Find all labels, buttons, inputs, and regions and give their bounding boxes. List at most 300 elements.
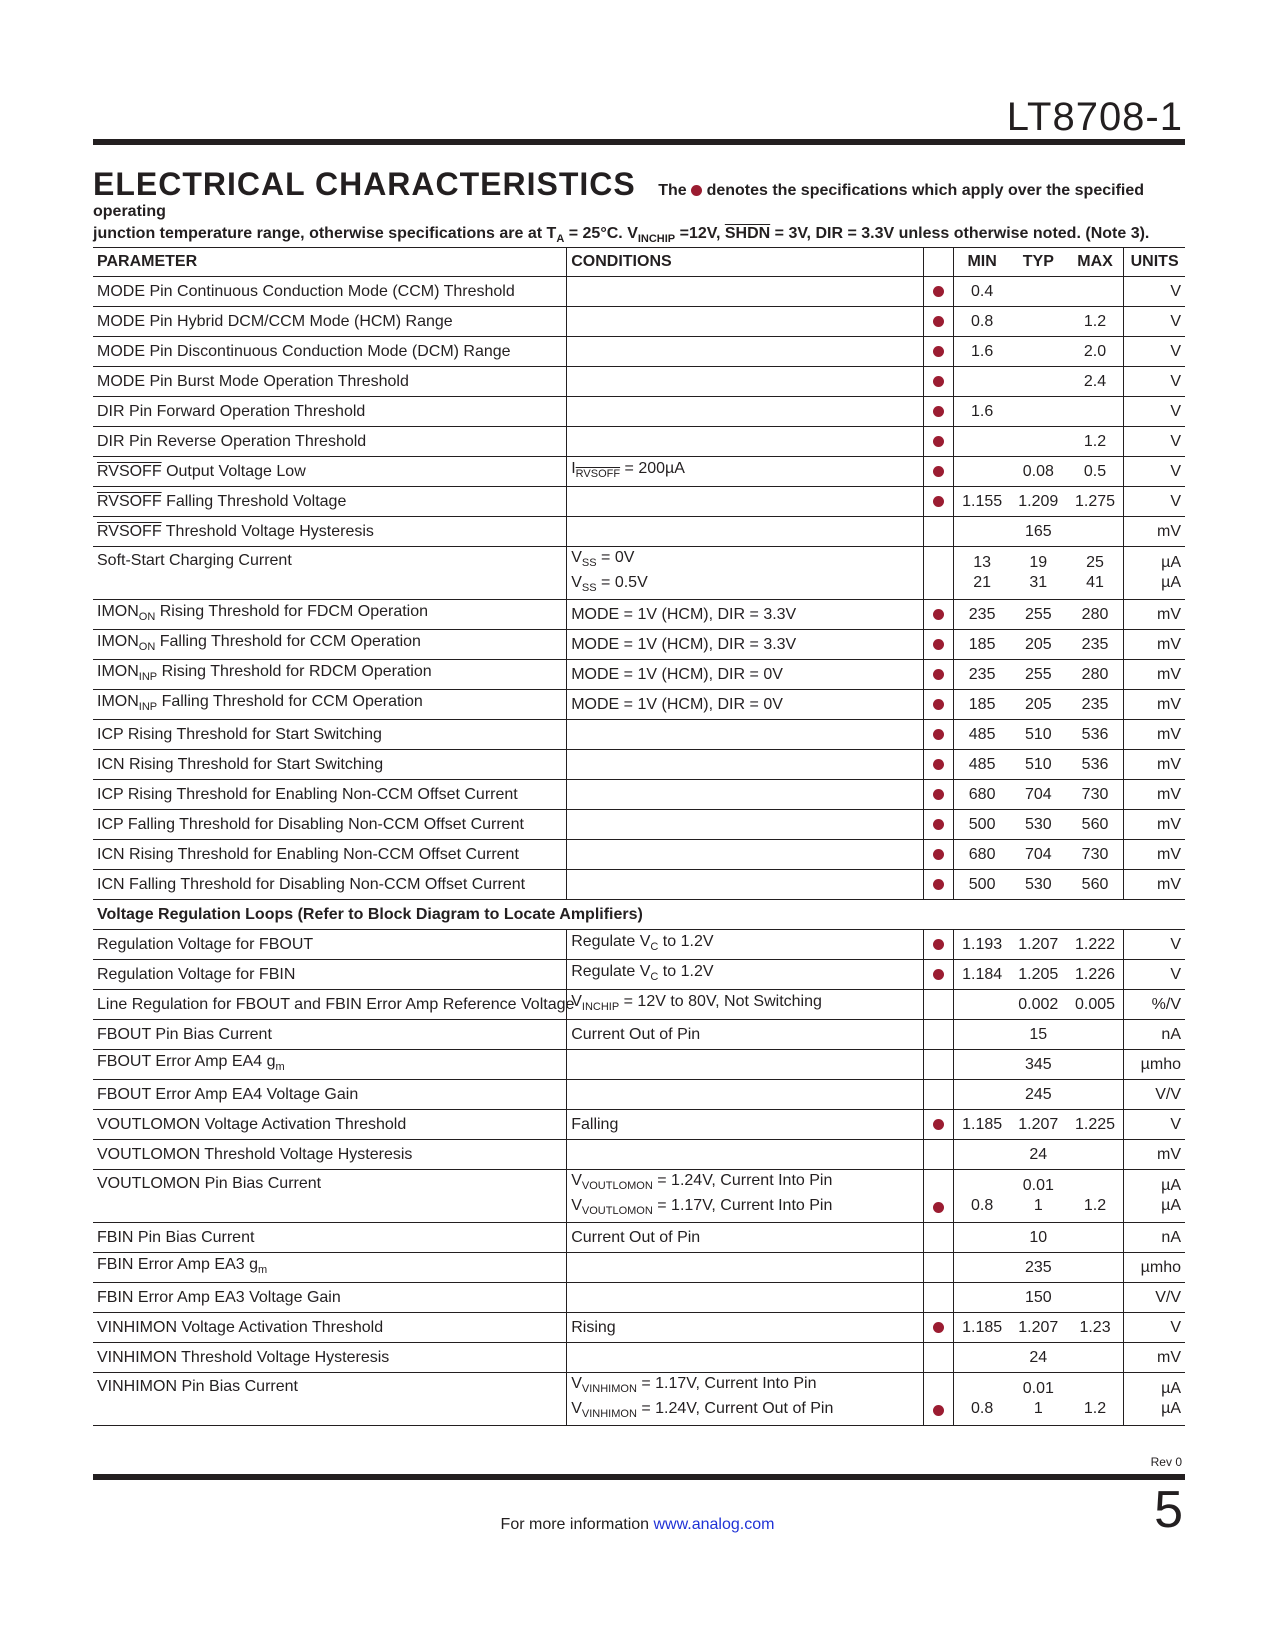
cell-bullet: [923, 1373, 954, 1426]
cell-max: [1067, 1253, 1124, 1283]
table-row: [93, 750, 1185, 780]
cell-units: V: [1124, 307, 1185, 337]
bullet-icon: [933, 639, 944, 650]
cell-min: [954, 457, 1010, 487]
cell-max: 730: [1067, 780, 1124, 810]
cell-max: 280: [1067, 660, 1124, 690]
table-row: [93, 337, 1185, 367]
cell-min: 13 21: [954, 547, 1010, 600]
cell-bullet: [923, 810, 954, 840]
cell-units: nA: [1124, 1223, 1185, 1253]
cell-units: nA: [1124, 1020, 1185, 1050]
cell-typ: 150: [1010, 1283, 1067, 1313]
cell-max: [1067, 1343, 1124, 1373]
bullet-icon: [933, 1322, 944, 1333]
cell-typ: 24: [1010, 1140, 1067, 1170]
cell-conditions: MODE = 1V (HCM), DIR = 0V: [567, 690, 924, 720]
cell-parameter: MODE Pin Continuous Conduction Mode (CCM) Threshold: [93, 277, 567, 307]
cell-typ: 704: [1010, 840, 1067, 870]
bullet-icon: [933, 286, 944, 297]
cell-bullet: [923, 1020, 954, 1050]
cell-min: 0.8: [954, 307, 1010, 337]
cell-units: V: [1124, 337, 1185, 367]
cell-typ: 0.01 1: [1010, 1170, 1067, 1223]
cell-bullet: [923, 1170, 954, 1223]
cell-parameter: FBIN Pin Bias Current: [93, 1223, 567, 1253]
table-row: [93, 990, 1185, 1020]
cell-units: mV: [1124, 720, 1185, 750]
cell-typ: [1010, 337, 1067, 367]
cell-units: V/V: [1124, 1080, 1185, 1110]
cell-parameter: MODE Pin Discontinuous Conduction Mode (DCM) Range: [93, 337, 567, 367]
cell-parameter: RVSOFF Threshold Voltage Hysteresis: [93, 517, 567, 547]
cell-conditions: [567, 780, 924, 810]
cell-max: 1.2: [1067, 1373, 1124, 1426]
table-row: [93, 277, 1185, 307]
cell-max: 1.275: [1067, 487, 1124, 517]
cell-min: [954, 1020, 1010, 1050]
cell-units: µA µA: [1124, 1170, 1185, 1223]
cell-bullet: [923, 750, 954, 780]
cell-bullet: [923, 930, 954, 960]
cell-parameter: Line Regulation for FBOUT and FBIN Error Amp Reference Voltage: [93, 990, 567, 1020]
cell-min: 235: [954, 600, 1010, 630]
cell-min: 500: [954, 810, 1010, 840]
footer-info: For more information www.analog.com: [500, 1516, 775, 1533]
cell-bullet: [923, 1343, 954, 1373]
cell-max: 536: [1067, 720, 1124, 750]
cell-max: 280: [1067, 600, 1124, 630]
cell-parameter: ICN Falling Threshold for Disabling Non-CCM Offset Current: [93, 870, 567, 900]
cell-bullet: [923, 1283, 954, 1313]
cell-max: 1.225: [1067, 1110, 1124, 1140]
table-row: [93, 600, 1185, 630]
cell-bullet: [923, 277, 954, 307]
table-row: [93, 1343, 1185, 1373]
cell-max: 25 41: [1067, 547, 1124, 600]
cell-conditions: MODE = 1V (HCM), DIR = 3.3V: [567, 600, 924, 630]
cell-conditions: [567, 750, 924, 780]
cell-units: mV: [1124, 810, 1185, 840]
cell-typ: 704: [1010, 780, 1067, 810]
cell-typ: 1.207: [1010, 1110, 1067, 1140]
cell-bullet: [923, 1080, 954, 1110]
cell-max: 560: [1067, 810, 1124, 840]
cell-max: 730: [1067, 840, 1124, 870]
table-row: [93, 517, 1185, 547]
cell-conditions: Falling: [567, 1110, 924, 1140]
bullet-icon: [691, 185, 702, 196]
table-row: [93, 1313, 1185, 1343]
cell-typ: 255: [1010, 660, 1067, 690]
cell-max: 1.2: [1067, 307, 1124, 337]
bullet-icon: [933, 849, 944, 860]
bullet-icon: [933, 609, 944, 620]
table-row: [93, 427, 1185, 457]
cell-conditions: [567, 870, 924, 900]
cell-parameter: RVSOFF Falling Threshold Voltage: [93, 487, 567, 517]
cell-parameter: RVSOFF Output Voltage Low: [93, 457, 567, 487]
cell-typ: 1.209: [1010, 487, 1067, 517]
cell-bullet: [923, 1313, 954, 1343]
cell-bullet: [923, 1110, 954, 1140]
cell-typ: 235: [1010, 1253, 1067, 1283]
table-row: [93, 397, 1185, 427]
cell-min: 1.6: [954, 397, 1010, 427]
cell-min: 680: [954, 780, 1010, 810]
cell-typ: 345: [1010, 1050, 1067, 1080]
cell-max: 2.4: [1067, 367, 1124, 397]
table-row: [93, 1140, 1185, 1170]
cell-max: 1.2: [1067, 1170, 1124, 1223]
cell-conditions: Regulate $V_C$ to 1.2V: [567, 930, 924, 960]
cell-conditions: [567, 487, 924, 517]
cell-min: 1.184: [954, 960, 1010, 990]
cell-conditions: [567, 427, 924, 457]
table-row: [93, 547, 1185, 600]
cell-parameter: DIR Pin Forward Operation Threshold: [93, 397, 567, 427]
cell-min: 185: [954, 690, 1010, 720]
cell-min: 1.185: [954, 1110, 1010, 1140]
cell-units: mV: [1124, 660, 1185, 690]
cell-typ: 0.08: [1010, 457, 1067, 487]
cell-min: 1.155: [954, 487, 1010, 517]
cell-conditions: Current Out of Pin: [567, 1020, 924, 1050]
cell-bullet: [923, 960, 954, 990]
cell-units: mV: [1124, 750, 1185, 780]
cell-conditions: [567, 1283, 924, 1313]
cell-min: 1.193: [954, 930, 1010, 960]
cell-bullet: [923, 720, 954, 750]
cell-typ: 245: [1010, 1080, 1067, 1110]
cell-conditions: Regulate $V_C$ to 1.2V: [567, 960, 924, 990]
cell-max: 235: [1067, 630, 1124, 660]
cell-max: [1067, 517, 1124, 547]
cell-conditions: [567, 337, 924, 367]
cell-units: V: [1124, 930, 1185, 960]
cell-typ: 19 31: [1010, 547, 1067, 600]
cell-min: [954, 1223, 1010, 1253]
cell-units: mV: [1124, 690, 1185, 720]
section-header: [93, 166, 1185, 245]
cell-conditions: [567, 1050, 924, 1080]
cell-parameter: Soft-Start Charging Current: [93, 547, 567, 600]
cell-min: 680: [954, 840, 1010, 870]
col-bullet: [923, 248, 954, 277]
cell-units: V: [1124, 367, 1185, 397]
cell-units: mV: [1124, 1140, 1185, 1170]
bullet-icon: [933, 406, 944, 417]
table-row: [93, 457, 1185, 487]
cell-max: [1067, 1283, 1124, 1313]
cell-parameter: VOUTLOMON Voltage Activation Threshold: [93, 1110, 567, 1140]
cell-max: [1067, 1080, 1124, 1110]
cell-min: 0.8: [954, 1373, 1010, 1426]
cell-min: [954, 1283, 1010, 1313]
cell-parameter: Regulation Voltage for FBIN: [93, 960, 567, 990]
cell-parameter: ICN Rising Threshold for Start Switching: [93, 750, 567, 780]
cell-max: 1.222: [1067, 930, 1124, 960]
bullet-icon: [933, 759, 944, 770]
bullet-icon: [933, 436, 944, 447]
cell-typ: 15: [1010, 1020, 1067, 1050]
cell-typ: 510: [1010, 720, 1067, 750]
cell-parameter: ICN Rising Threshold for Enabling Non-CCM Offset Current: [93, 840, 567, 870]
cell-max: [1067, 397, 1124, 427]
bottom-rule: [93, 1474, 1185, 1480]
cell-bullet: [923, 427, 954, 457]
table-row: [93, 1020, 1185, 1050]
cell-max: 235: [1067, 690, 1124, 720]
cell-max: 0.005: [1067, 990, 1124, 1020]
cell-bullet: [923, 397, 954, 427]
table-row: [93, 1253, 1185, 1283]
bullet-icon: [933, 1202, 944, 1213]
cell-units: µA µA: [1124, 547, 1185, 600]
table-header-row: [93, 248, 1185, 277]
cell-units: %/V: [1124, 990, 1185, 1020]
table-row: [93, 1170, 1185, 1223]
cell-typ: [1010, 277, 1067, 307]
cell-conditions: [567, 277, 924, 307]
cell-max: 1.23: [1067, 1313, 1124, 1343]
col-units: UNITS: [1124, 248, 1185, 277]
cell-units: µmho: [1124, 1050, 1185, 1080]
bullet-icon: [933, 1405, 944, 1416]
cell-units: mV: [1124, 780, 1185, 810]
cell-conditions: [567, 1080, 924, 1110]
table-row: [93, 1080, 1185, 1110]
col-max: MAX: [1067, 248, 1124, 277]
table-row: [93, 720, 1185, 750]
cell-parameter: ICP Rising Threshold for Start Switching: [93, 720, 567, 750]
cell-min: [954, 1080, 1010, 1110]
revision: Rev 0: [1150, 1455, 1182, 1469]
cell-conditions: MODE = 1V (HCM), DIR = 3.3V: [567, 630, 924, 660]
cell-parameter: FBIN Error Amp EA3 Voltage Gain: [93, 1283, 567, 1313]
table-row: [93, 307, 1185, 337]
cell-bullet: [923, 517, 954, 547]
cell-units: V: [1124, 1110, 1185, 1140]
cell-max: [1067, 1140, 1124, 1170]
cell-parameter: $IMON_{INP}$ Rising Threshold for RDCM Operation: [93, 660, 567, 690]
cell-min: 485: [954, 720, 1010, 750]
cell-min: [954, 427, 1010, 457]
cell-min: 1.185: [954, 1313, 1010, 1343]
bullet-icon: [933, 969, 944, 980]
col-parameter: PARAMETER: [93, 248, 567, 277]
cell-units: mV: [1124, 630, 1185, 660]
cell-conditions: [567, 517, 924, 547]
cell-max: [1067, 277, 1124, 307]
section-description: The denotes the specifications which apply over the specified operating: [93, 182, 1145, 220]
cell-parameter: ICP Rising Threshold for Enabling Non-CCM Offset Current: [93, 780, 567, 810]
cell-conditions: [567, 810, 924, 840]
cell-max: 536: [1067, 750, 1124, 780]
cell-bullet: [923, 487, 954, 517]
cell-conditions: [567, 307, 924, 337]
cell-parameter: $IMON_{ON}$ Rising Threshold for FDCM Operation: [93, 600, 567, 630]
cell-units: mV: [1124, 840, 1185, 870]
table-row: [93, 630, 1185, 660]
cell-max: 560: [1067, 870, 1124, 900]
cell-parameter: VINHIMON Pin Bias Current: [93, 1373, 567, 1426]
cell-units: µmho: [1124, 1253, 1185, 1283]
cell-parameter: VOUTLOMON Threshold Voltage Hysteresis: [93, 1140, 567, 1170]
cell-parameter: VINHIMON Threshold Voltage Hysteresis: [93, 1343, 567, 1373]
cell-units: mV: [1124, 600, 1185, 630]
table-row: [93, 1110, 1185, 1140]
cell-conditions: $V_{INCHIP} = 12V$ to 80V, Not Switching: [567, 990, 924, 1020]
cell-units: V: [1124, 427, 1185, 457]
bullet-icon: [933, 316, 944, 327]
cell-parameter: ICP Falling Threshold for Disabling Non-CCM Offset Current: [93, 810, 567, 840]
cell-typ: 510: [1010, 750, 1067, 780]
cell-min: 0.8: [954, 1170, 1010, 1223]
cell-units: mV: [1124, 870, 1185, 900]
table-row: [93, 487, 1185, 517]
table-row: [93, 960, 1185, 990]
cell-bullet: [923, 660, 954, 690]
cell-min: 0.4: [954, 277, 1010, 307]
cell-conditions: [567, 367, 924, 397]
bullet-icon: [933, 376, 944, 387]
cell-conditions: Rising: [567, 1313, 924, 1343]
table-row: [93, 1283, 1185, 1313]
cell-conditions: $V_{SS} = 0V$ $V_{SS} = 0.5V$: [567, 547, 924, 600]
table-row: [93, 810, 1185, 840]
cell-conditions: [567, 1140, 924, 1170]
cell-typ: 1.207: [1010, 1313, 1067, 1343]
cell-parameter: Regulation Voltage for FBOUT: [93, 930, 567, 960]
cell-typ: 205: [1010, 690, 1067, 720]
cell-units: mV: [1124, 517, 1185, 547]
cell-max: 1.226: [1067, 960, 1124, 990]
cell-min: 185: [954, 630, 1010, 660]
cell-conditions: [567, 720, 924, 750]
cell-min: 500: [954, 870, 1010, 900]
cell-units: V: [1124, 277, 1185, 307]
cell-min: [954, 990, 1010, 1020]
cell-min: [954, 1253, 1010, 1283]
cell-conditions: Current Out of Pin: [567, 1223, 924, 1253]
section-row: [93, 900, 1185, 930]
cell-bullet: [923, 870, 954, 900]
cell-conditions: [567, 397, 924, 427]
table-body-general: [93, 277, 1185, 900]
cell-conditions: $V_{VINHIMON} = 1.17V$, Current Into Pin $V_{VINHIMON} = 1.24V$, Current Out of Pin: [567, 1373, 924, 1426]
cell-bullet: [923, 547, 954, 600]
cell-parameter: FBOUT Error Amp EA4 $g_m$: [93, 1050, 567, 1080]
table-row: [93, 930, 1185, 960]
cell-units: V: [1124, 457, 1185, 487]
bullet-icon: [933, 496, 944, 507]
cell-parameter: MODE Pin Hybrid DCM/CCM Mode (HCM) Range: [93, 307, 567, 337]
cell-max: 2.0: [1067, 337, 1124, 367]
bullet-icon: [933, 879, 944, 890]
cell-typ: 205: [1010, 630, 1067, 660]
cell-parameter: FBOUT Error Amp EA4 Voltage Gain: [93, 1080, 567, 1110]
cell-typ: 530: [1010, 810, 1067, 840]
cell-units: V: [1124, 1313, 1185, 1343]
section-label: Voltage Regulation Loops (Refer to Block Diagram to Locate Amplifiers): [93, 900, 1185, 930]
cell-bullet: [923, 600, 954, 630]
cell-bullet: [923, 630, 954, 660]
cell-typ: [1010, 397, 1067, 427]
cell-max: 1.2: [1067, 427, 1124, 457]
col-min: MIN: [954, 248, 1010, 277]
table-row: [93, 780, 1185, 810]
table-row: [93, 1373, 1185, 1426]
cell-bullet: [923, 1223, 954, 1253]
cell-typ: 165: [1010, 517, 1067, 547]
cell-min: [954, 1050, 1010, 1080]
table-body-voltage-regulation: [93, 930, 1185, 1426]
col-conditions: CONDITIONS: [567, 248, 924, 277]
table-row: [93, 660, 1185, 690]
cell-conditions: $V_{VOUTLOMON} = 1.24V$, Current Into Pin $V_{VOUTLOMON} = 1.17V$, Current Into Pin: [567, 1170, 924, 1223]
cell-bullet: [923, 690, 954, 720]
cell-typ: 1.207: [1010, 930, 1067, 960]
cell-typ: 1.205: [1010, 960, 1067, 990]
cell-typ: [1010, 307, 1067, 337]
cell-min: 485: [954, 750, 1010, 780]
cell-conditions: [567, 1343, 924, 1373]
cell-typ: 0.01 1: [1010, 1373, 1067, 1426]
bullet-icon: [933, 729, 944, 740]
cell-typ: 0.002: [1010, 990, 1067, 1020]
footer-link[interactable]: www.analog.com: [653, 1516, 775, 1533]
bullet-icon: [933, 1119, 944, 1130]
cell-max: [1067, 1223, 1124, 1253]
cell-bullet: [923, 780, 954, 810]
cell-typ: [1010, 367, 1067, 397]
cell-units: V: [1124, 960, 1185, 990]
cell-bullet: [923, 1253, 954, 1283]
cell-bullet: [923, 990, 954, 1020]
table-row: [93, 367, 1185, 397]
bullet-icon: [933, 669, 944, 680]
cell-parameter: $IMON_{ON}$ Falling Threshold for CCM Operation: [93, 630, 567, 660]
cell-parameter: FBIN Error Amp EA3 $g_m$: [93, 1253, 567, 1283]
cell-units: V/V: [1124, 1283, 1185, 1313]
col-typ: TYP: [1010, 248, 1067, 277]
cell-min: 235: [954, 660, 1010, 690]
table-row: [93, 1050, 1185, 1080]
cell-parameter: FBOUT Pin Bias Current: [93, 1020, 567, 1050]
bullet-icon: [933, 819, 944, 830]
cell-units: µA µA: [1124, 1373, 1185, 1426]
cell-conditions: [567, 1253, 924, 1283]
table-row: [93, 1223, 1185, 1253]
table-row: [93, 840, 1185, 870]
cell-parameter: $IMON_{INP}$ Falling Threshold for CCM Operation: [93, 690, 567, 720]
cell-min: [954, 1140, 1010, 1170]
cell-parameter: MODE Pin Burst Mode Operation Threshold: [93, 367, 567, 397]
bullet-icon: [933, 939, 944, 950]
cell-parameter: VOUTLOMON Pin Bias Current: [93, 1170, 567, 1223]
cell-parameter: VINHIMON Voltage Activation Threshold: [93, 1313, 567, 1343]
cell-bullet: [923, 1140, 954, 1170]
cell-typ: [1010, 427, 1067, 457]
cell-max: [1067, 1020, 1124, 1050]
section-description-line2: junction temperature range, otherwise specifications are at $T_A = 25^\circ C$. $V_{INCHIP} =12V$, SHDN = 3V, DIR = 3.3V unless otherwise noted. (Note 3).: [93, 225, 1150, 246]
electrical-characteristics-table: [93, 247, 1185, 1426]
bullet-icon: [933, 699, 944, 710]
cell-typ: 10: [1010, 1223, 1067, 1253]
cell-bullet: [923, 337, 954, 367]
page-number: 5: [1154, 1481, 1183, 1539]
